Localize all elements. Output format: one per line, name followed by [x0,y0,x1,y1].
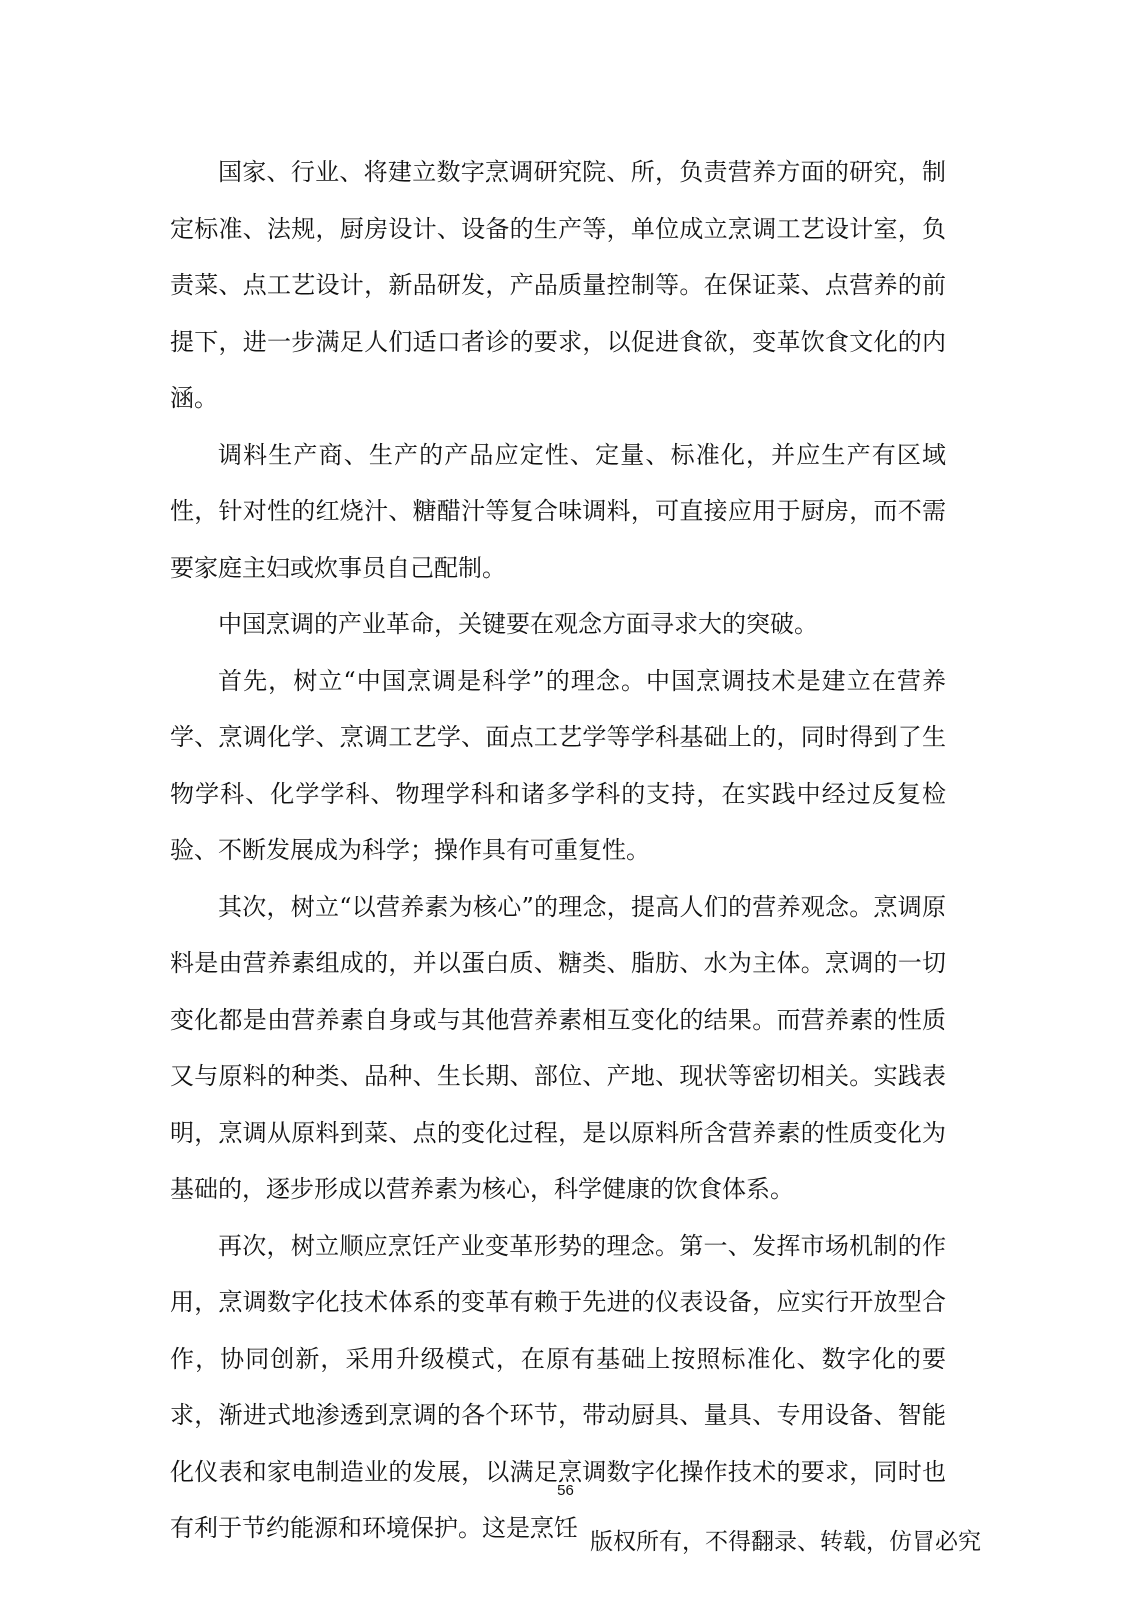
paragraph: 调料生产商、生产的产品应定性、定量、标准化，并应生产有区域性，针对性的红烧汁、糖醋汁等复合味调料，可直接应用于厨房，而不需要家庭主妇或炊事员自己配制。 [170,440,946,582]
paragraph: 国家、行业、将建立数字烹调研究院、所，负责营养方面的研究，制定标准、法规，厨房设计、设备的生产等，单位成立烹调工艺设计室，负责菜、点工艺设计，新品研发，产品质量控制等。在保证菜、点营养的前提下，进一步满足人们适口者诊的要求，以促进食欲，变革饮食文化的内涵。 [170,158,946,412]
paragraph: 中国烹调的产业革命，关键要在观念方面寻求大的突破。 [218,610,818,638]
paragraph: 首先，树立“中国烹调是科学”的理念。中国烹调技术是建立在营养学、烹调化学、烹调工艺学、面点工艺学等学科基础上的，同时得到了生物学科、化学学科、物理学科和诸多学科的支持，在实践中经过反复检验、不断发展成为科学；操作具有可重复性。 [170,666,946,864]
body-text [170,144,946,1557]
paragraph: 再次，树立顺应烹饪产业变革形势的理念。第一、发挥市场机制的作用，烹调数字化技术体系的变革有赖于先进的仪表设备，应实行开放型合作，协同创新，采用升级模式，在原有基础上按照标准化、数字化的要求，渐进式地渗透到烹调的各个环节，带动厨具、量具、专用设备、智能化仪表和家电制造业的发展，以满足烹调数字化操作技术的要求，同时也有利于节约能源和环境保护。这是烹饪 [170,1231,946,1542]
copyright-footer: 版权所有，不得翻录、转载，仿冒必究 [590,1529,981,1555]
paragraph: 其次，树立“以营养素为核心”的理念，提高人们的营养观念。烹调原料是由营养素组成的，并以蛋白质、糖类、脂肪、水为主体。烹调的一切变化都是由营养素自身或与其他营养素相互变化的结果。而营养素的性质又与原料的种类、品种、生长期、部位、产地、现状等密切相关。实践表明，烹调从原料到菜、点的变化过程，是以原料所含营养素的性质变化为基础的，逐步形成以营养素为核心，科学健康的饮食体系。 [170,892,946,1203]
page-number: 56 [557,1482,574,1499]
